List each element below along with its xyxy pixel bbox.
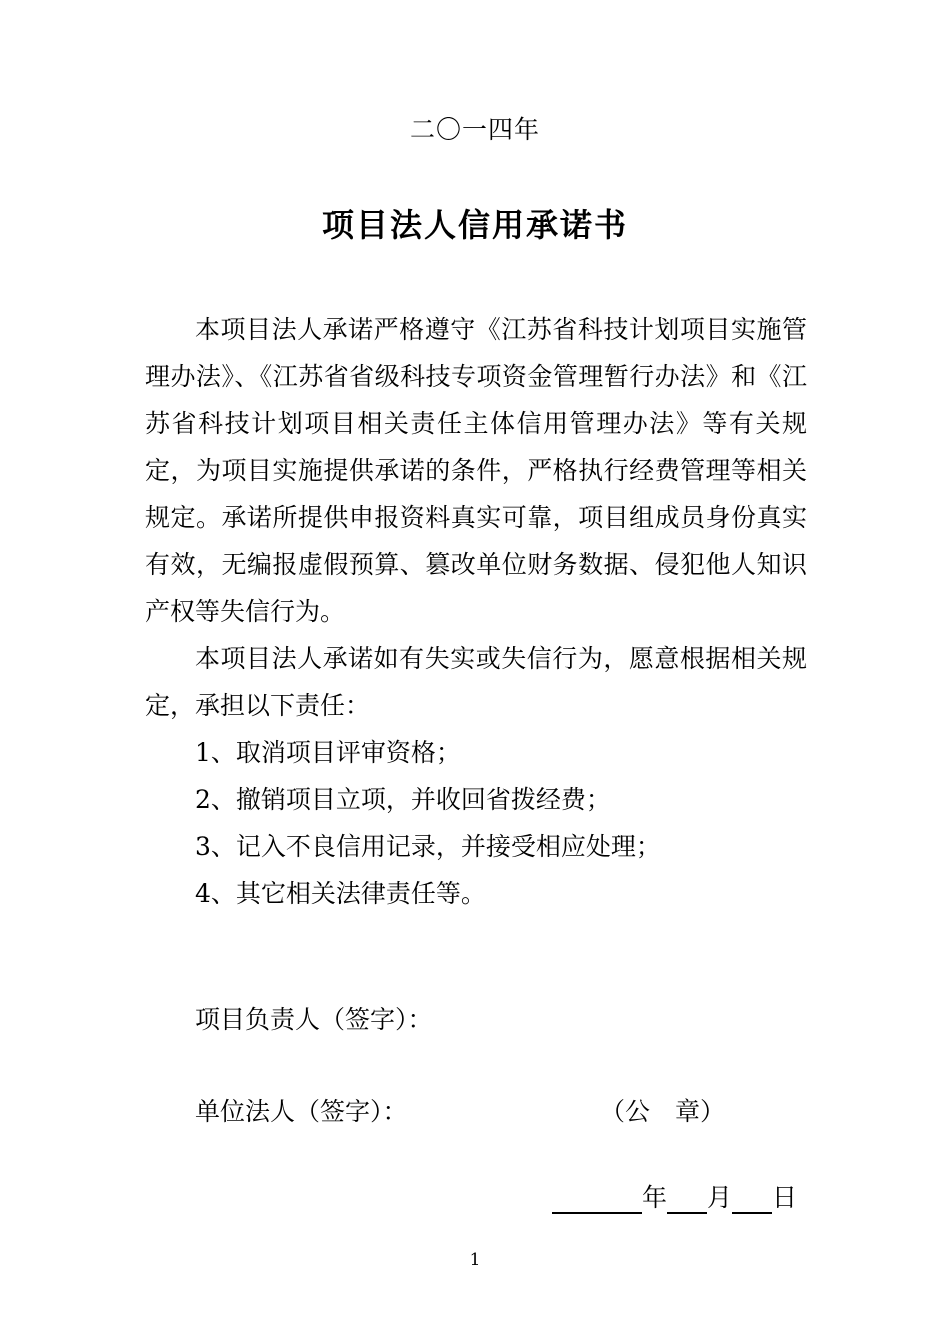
- paragraph-liability: 本项目法人承诺如有失实或失信行为，愿意根据相关规定，承担以下责任：: [145, 644, 807, 720]
- month-label: 月: [707, 1183, 733, 1212]
- year-label: 年: [642, 1183, 668, 1212]
- legal-person-signature-label: 单位法人（签字）：: [195, 1097, 408, 1126]
- list-item: 3、记入不良信用记录，并接受相应处理；: [195, 832, 661, 861]
- year-line: 二〇一四年: [409, 115, 540, 144]
- list-item: 4、其它相关法律责任等。: [195, 879, 486, 908]
- page-number: 1: [469, 1250, 481, 1270]
- document-body: [145, 306, 807, 917]
- official-seal-label: （公 章）: [600, 1097, 726, 1126]
- day-blank: [732, 1186, 772, 1214]
- month-blank: [667, 1186, 707, 1214]
- day-label: 日: [772, 1183, 798, 1212]
- date-line: [552, 1178, 797, 1214]
- project-leader-signature-label: 项目负责人（签字）：: [195, 1005, 433, 1034]
- list-item: 1、取消项目评审资格；: [195, 738, 461, 767]
- paragraph-commitment: 本项目法人承诺严格遵守《江苏省科技计划项目实施管理办法》、《江苏省省级科技专项资金管理暂行办法》和《江苏省科技计划项目相关责任主体信用管理办法》等有关规定，为项目实施提供承诺的条件，严格执行经费管理等相关规定。承诺所提供申报资料真实可靠，项目组成员身份真实有效，无编报虚假预算、篡改单位财务数据、侵犯他人知识产权等失信行为。: [145, 315, 807, 626]
- year-blank: [552, 1186, 642, 1214]
- document-title: 项目法人信用承诺书: [321, 206, 628, 244]
- list-item: 2、撤销项目立项，并收回省拨经费；: [195, 785, 611, 814]
